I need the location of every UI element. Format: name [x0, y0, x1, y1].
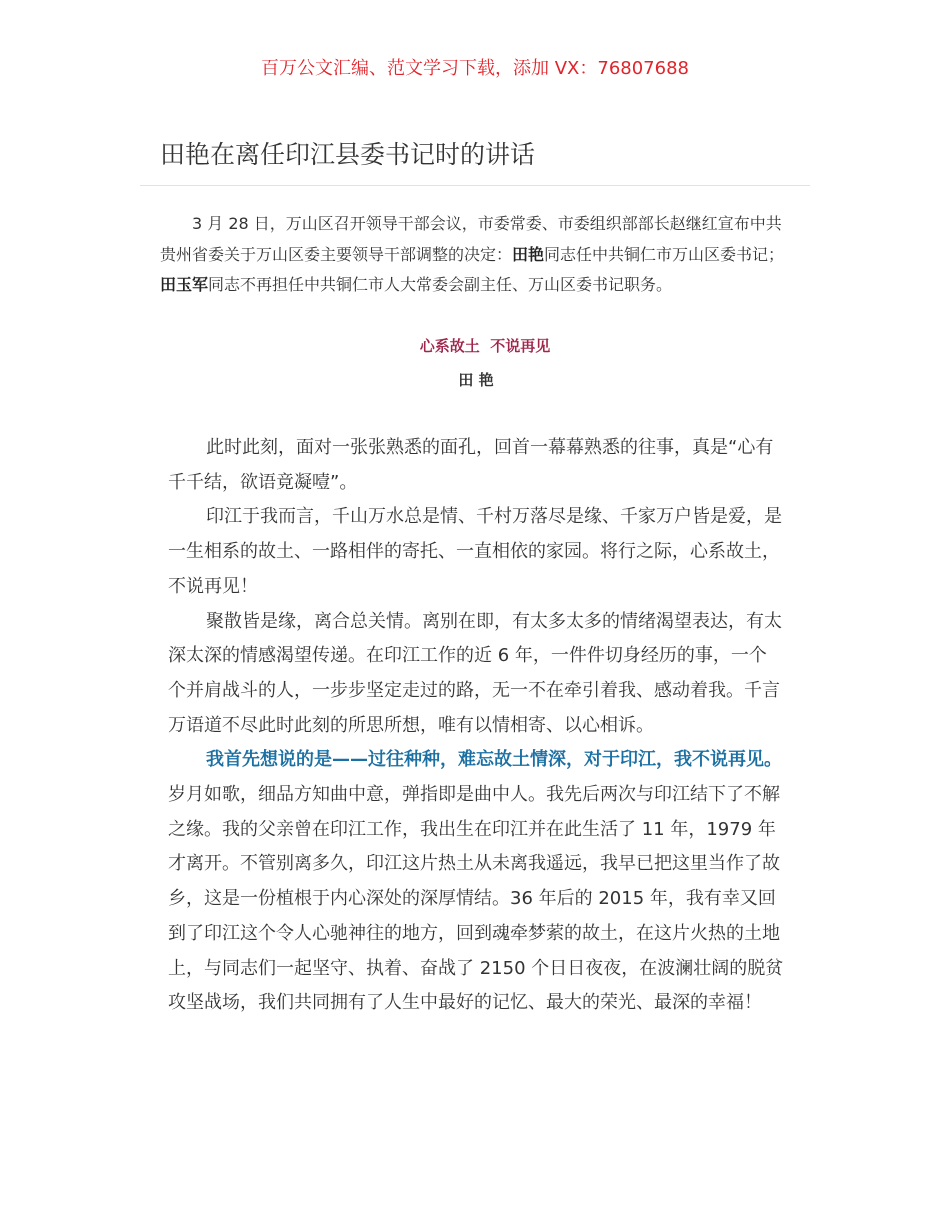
intro-text-part3: 同志不再担任中共铜仁市人大常委会副主任、万山区委书记职务。 — [208, 275, 673, 294]
header-banner: 百万公文汇编、范文学习下载，添加 VX：76807688 — [261, 58, 689, 79]
intro-text-part1: 3 月 28 日，万山区召开领导干部会议，市委常委、市委组织部部长赵继红宣布中共贵州省委关于万山区委主要领导干部调整的决定： — [160, 214, 782, 264]
speech-paragraph-4 — [168, 743, 784, 1021]
intro-text-part2: 同志任中共铜仁市万山区委书记； — [544, 244, 785, 264]
speech-paragraph-4-text: 岁月如歌，细品方知曲中意，弹指即是曲中人。我先后两次与印江结下了不解之缘。我的父亲曾在印江工作，我出生在印江并在此生活了 11 年，1979 年才离开。不管别离多久，印江这片热土从未离我遥远，我早已把这里当作了故乡，这是一份植根于内心深处的深厚情结。36 年后的 2015 年，我有幸又回到了印江这个令人心驰神往的地方，回到魂牵梦萦的故土，在这片火热的土地上，与同志们一起坚守、执着、奋战了 2150 个日日夜夜，在波澜壮阔的脱贫攻坚战场，我们共同拥有了人生中最好的记忆、最大的荣光、最深的幸福！ — [168, 784, 784, 1014]
intro-paragraph — [160, 209, 790, 301]
intro-name-tianyan: 田艳 — [512, 244, 545, 264]
intro-name-tianyujun: 田玉军 — [160, 275, 209, 294]
speech-paragraph-3-text: 聚散皆是缘，离合总关情。离别在即，有太多太多的情绪渴望表达，有太深太深的情感渴望传递。在印江工作的近 6 年，一件件切身经历的事，一个个并肩战斗的人，一步步坚定走过的路，无一不在牵引着我、感动着我。千言万语道不尽此时此刻的所思所想，唯有以情相寄、以心相诉。 — [168, 610, 782, 736]
speech-paragraph-4-highlight: 我首先想说的是——过往种种，难忘故土情深，对于印江，我不说再见。 — [206, 749, 782, 771]
speech-title: 心系故土 不说再见 — [419, 337, 551, 355]
title-divider — [140, 185, 810, 186]
speech-paragraph-2 — [168, 500, 784, 604]
speech-paragraph-1 — [168, 431, 784, 500]
speech-paragraph-2-text: 印江于我而言，千山万水总是情、千村万落尽是缘、千家万户皆是爱，是一生相系的故土、一路相伴的寄托、一直相依的家园。将行之际，心系故土，不说再见！ — [168, 506, 782, 597]
speech-paragraph-1-text: 此时此刻，面对一张张熟悉的面孔，回首一幕幕熟悉的往事，真是“心有千千结，欲语竟凝噎”。 — [168, 437, 774, 493]
speech-body — [168, 431, 784, 1021]
speech-author: 田 艳 — [458, 371, 494, 389]
speech-paragraph-3 — [168, 605, 784, 744]
article-title: 田艳在离任印江县委书记时的讲话 — [160, 140, 536, 169]
